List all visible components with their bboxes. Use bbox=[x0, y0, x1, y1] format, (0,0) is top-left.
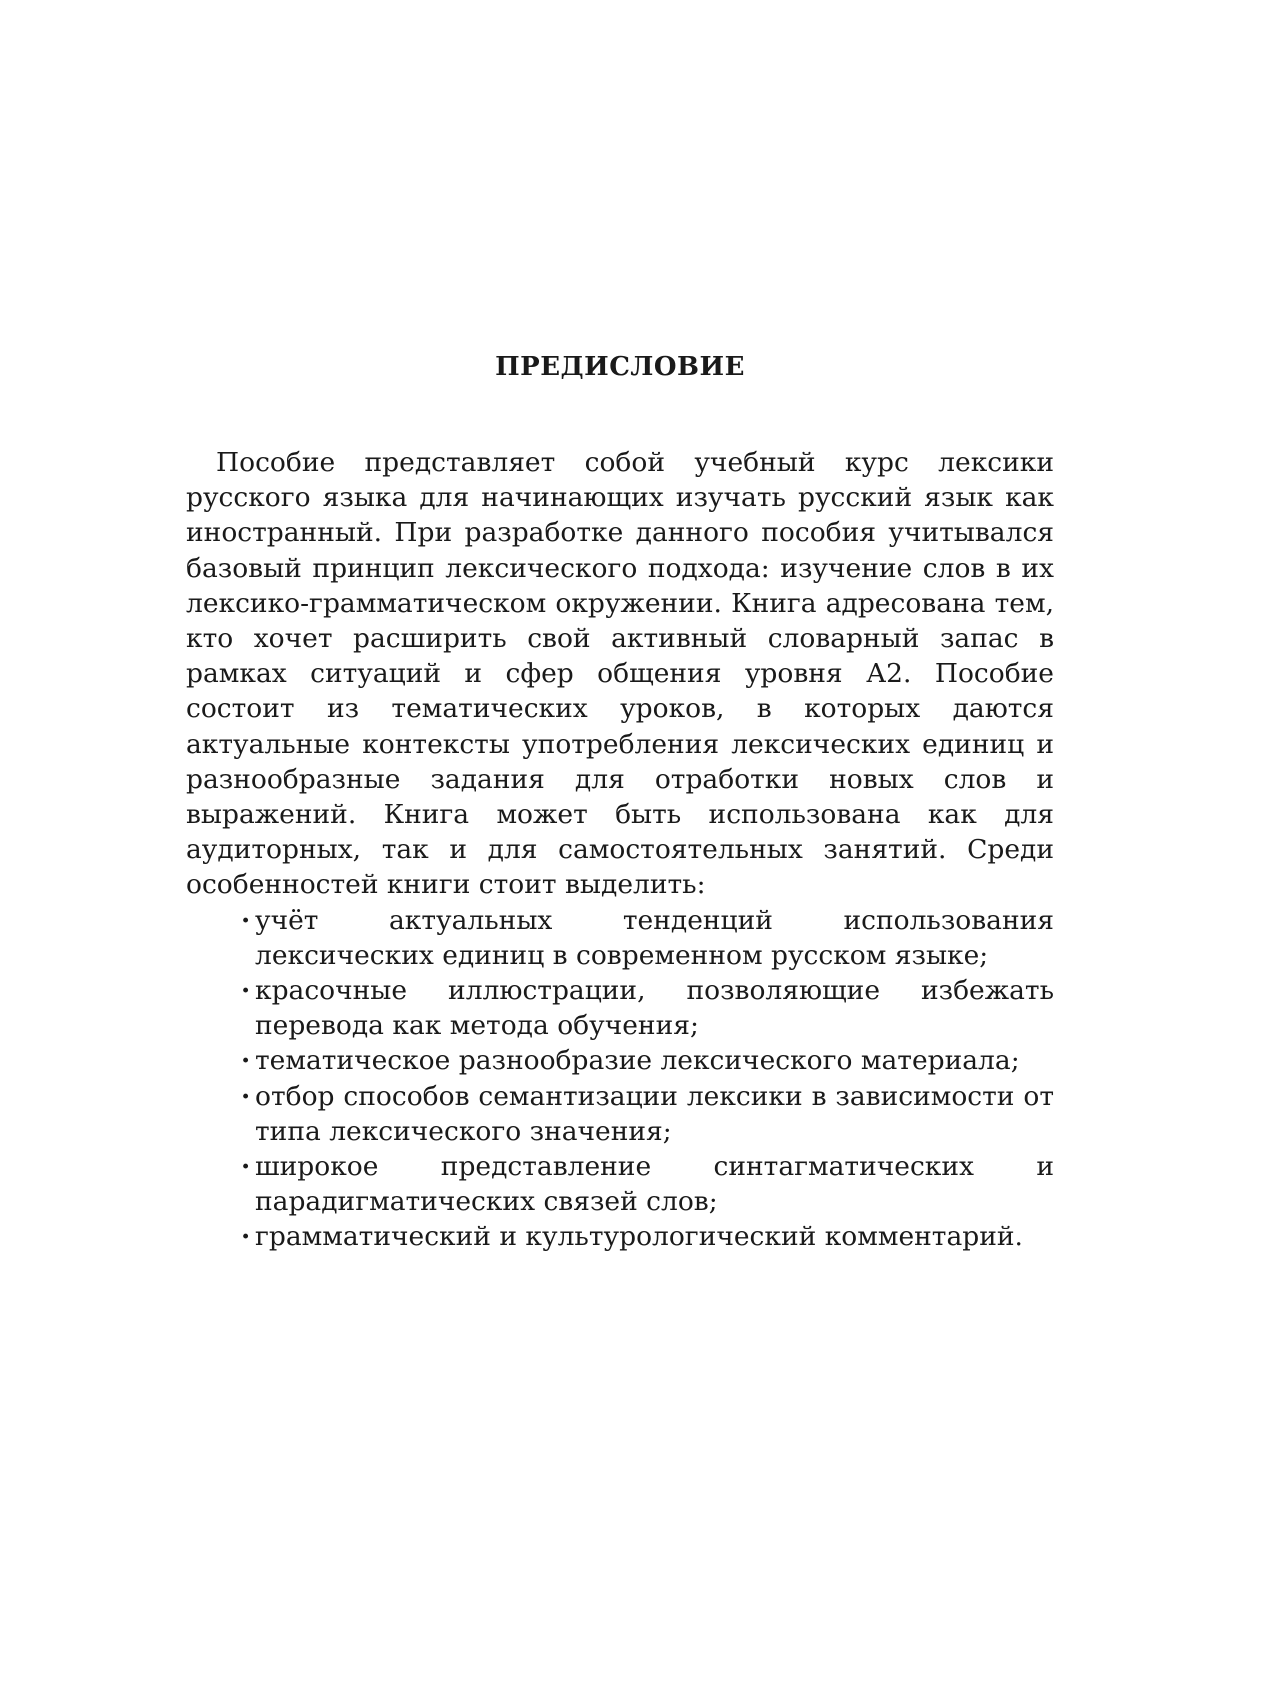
preface-body bbox=[186, 445, 1054, 1255]
bullet-marker: · bbox=[241, 1045, 251, 1077]
bullet-marker: · bbox=[241, 1151, 251, 1183]
feature-item bbox=[241, 1043, 1054, 1078]
feature-text: широкое представление синтагматических и парадигматических связей слов; bbox=[255, 1151, 1054, 1218]
page-title: ПРЕДИСЛОВИЕ bbox=[495, 352, 745, 382]
bullet-marker: · bbox=[241, 1221, 251, 1253]
feature-item bbox=[241, 1149, 1054, 1219]
feature-text: учёт актуальных тенденций использования лексических единиц в современном русском языке; bbox=[255, 904, 1054, 971]
features-list bbox=[186, 903, 1054, 1255]
feature-text: отбор способов семантизации лексики в зависимости от типа лексического значения; bbox=[255, 1080, 1054, 1147]
feature-item bbox=[241, 973, 1054, 1043]
feature-text: грамматический и культурологический комментарий. bbox=[255, 1221, 1023, 1253]
feature-text: красочные иллюстрации, позволяющие избежать перевода как метода обучения; bbox=[255, 975, 1054, 1042]
feature-item bbox=[241, 1219, 1054, 1254]
feature-item bbox=[241, 1079, 1054, 1149]
bullet-marker: · bbox=[241, 975, 251, 1007]
bullet-marker: · bbox=[241, 1080, 251, 1112]
feature-item bbox=[241, 903, 1054, 973]
intro-paragraph: Пособие представляет собой учебный курс лексики русского языка для начинающих изучать русский язык как иностранный. При разработке данного пособия учитывался базовый принцип лексического подхода: изучение слов в их лексико-грамматическом окружении. Книга адресована тем, кто хочет расширить свой активный словарный запас в рамках ситуаций и сфер общения уровня А2. Пособие состоит из тематических уроков, в которых даются актуальные контексты употребления лексических единиц и разнообразные задания для отработки новых слов и выражений. Книга может быть использована как для аудиторных, так и для самостоятельных занятий. Среди особенностей книги стоит выделить: bbox=[186, 447, 1054, 901]
feature-text: тематическое разнообразие лексического материала; bbox=[255, 1045, 1020, 1077]
bullet-marker: · bbox=[241, 904, 251, 936]
